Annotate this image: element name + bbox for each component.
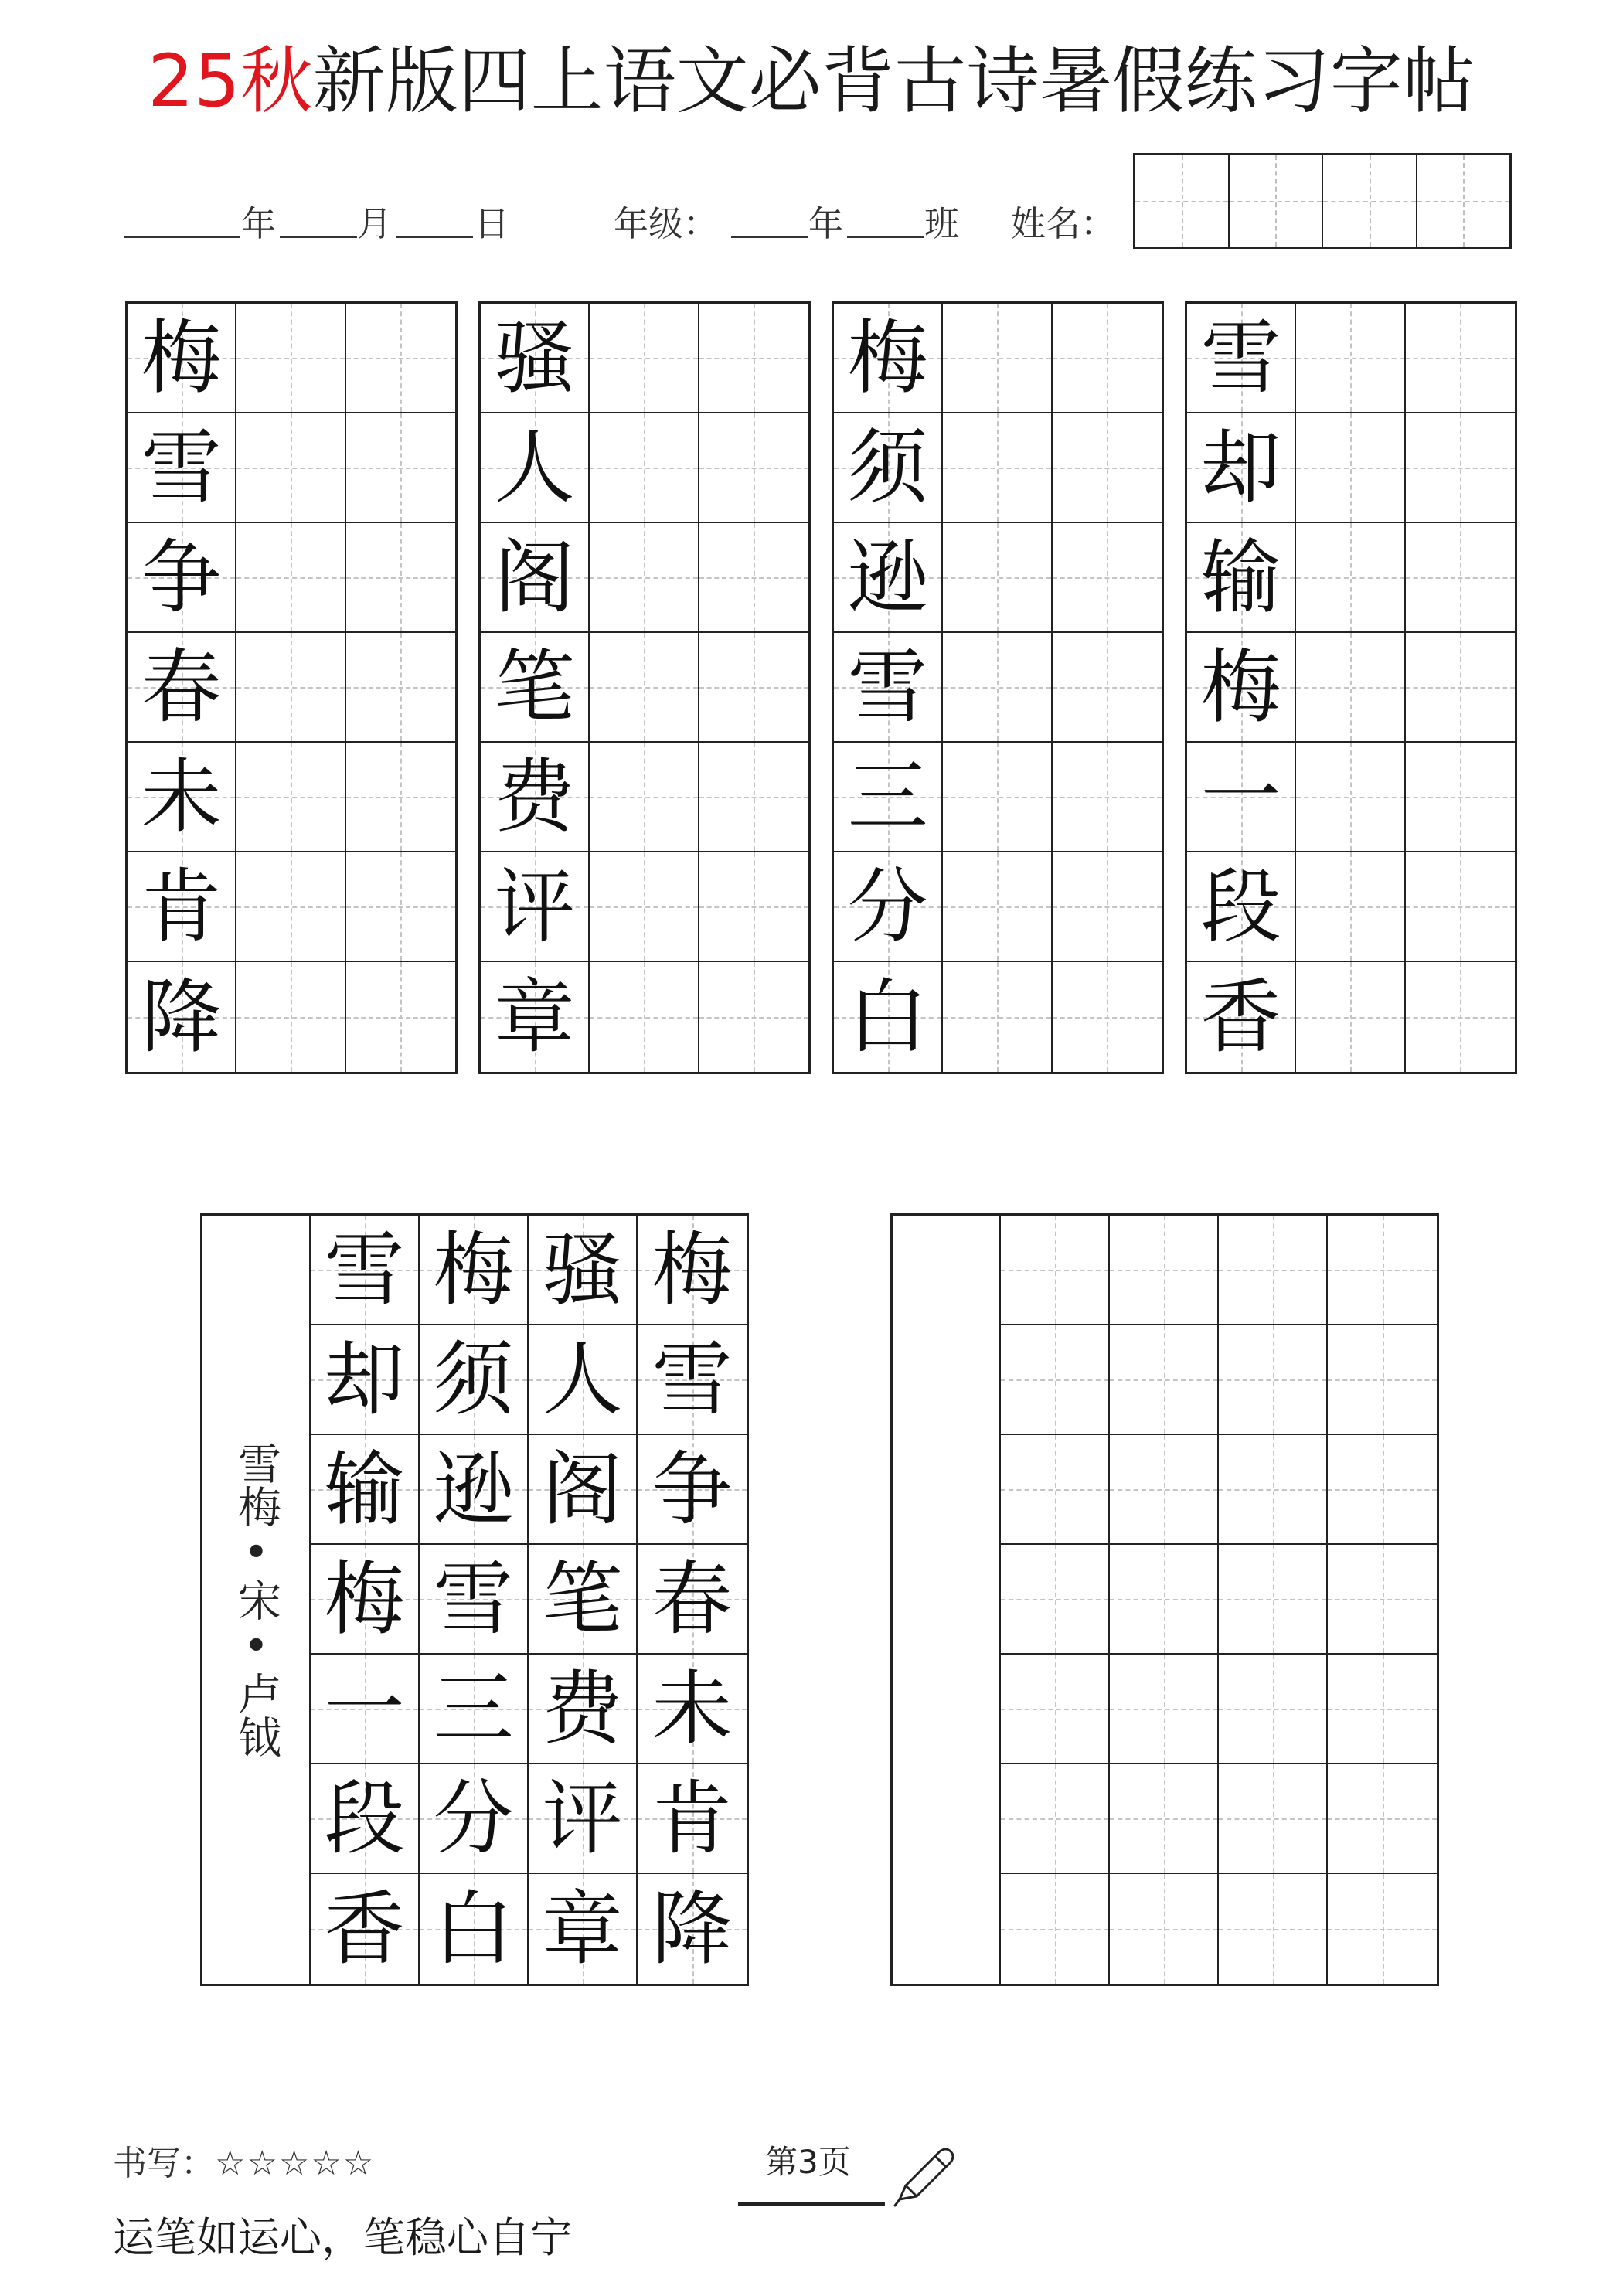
model-character-cell[interactable] <box>128 633 236 743</box>
model-character: 雪 <box>1200 311 1281 405</box>
pen-icon <box>889 2141 958 2210</box>
writing-cell[interactable] <box>236 743 345 852</box>
model-character-cell[interactable] <box>834 852 943 962</box>
model-character-cell[interactable] <box>481 852 590 962</box>
poem-character: 梅 <box>433 1223 514 1317</box>
day-label: 日 <box>475 203 510 244</box>
poem-character-cell <box>529 1655 638 1764</box>
blank-writing-cell[interactable] <box>1001 1874 1110 1984</box>
writing-cell[interactable] <box>943 852 1052 962</box>
writing-cell[interactable] <box>943 413 1052 523</box>
model-character: 春 <box>141 640 222 734</box>
poem-character: 段 <box>324 1771 405 1866</box>
year-label: 年 <box>241 203 277 244</box>
writing-cell[interactable] <box>943 633 1052 743</box>
poem-character-cell <box>311 1545 420 1655</box>
writing-rating <box>113 2141 375 2187</box>
model-character-cell[interactable] <box>834 633 943 743</box>
name-writing-box[interactable] <box>1133 153 1512 249</box>
grade-year-blank[interactable] <box>731 236 808 238</box>
poem-character-cell <box>638 1764 747 1874</box>
model-character-cell[interactable] <box>128 523 236 633</box>
practice-grid[interactable] <box>832 301 1164 1074</box>
poem-character-cell <box>638 1325 747 1435</box>
poem-character-cell <box>529 1216 638 1325</box>
poem-character: 费 <box>542 1662 623 1756</box>
model-character-cell[interactable] <box>834 304 943 413</box>
model-character: 雪 <box>847 640 928 734</box>
poem-character: 肯 <box>652 1771 733 1866</box>
writing-cell[interactable] <box>699 633 808 743</box>
poem-character: 评 <box>542 1771 623 1866</box>
day-blank[interactable] <box>396 236 473 238</box>
poem-character-cell <box>638 1874 747 1984</box>
class-label: 班 <box>924 203 960 244</box>
model-character: 一 <box>1200 750 1281 844</box>
writing-cell[interactable] <box>590 962 699 1072</box>
model-character: 逊 <box>847 530 928 624</box>
writing-cell[interactable] <box>346 633 455 743</box>
model-character-cell[interactable] <box>1187 962 1296 1072</box>
writing-cell[interactable] <box>1296 413 1405 523</box>
writing-cell[interactable] <box>699 523 808 633</box>
poem-character-cell <box>529 1874 638 1984</box>
writing-cell[interactable] <box>1406 962 1515 1072</box>
model-character-cell[interactable] <box>1187 743 1296 852</box>
blank-writing-cell[interactable] <box>1001 1545 1110 1655</box>
blank-writing-cell[interactable] <box>1328 1764 1437 1874</box>
writing-cell[interactable] <box>590 633 699 743</box>
rating-stars[interactable]: ☆☆☆☆☆ <box>215 2144 376 2183</box>
poem-character: 香 <box>324 1882 405 1976</box>
model-character: 雪 <box>141 420 222 515</box>
writing-cell[interactable] <box>1053 962 1162 1072</box>
poem-character: 一 <box>324 1662 405 1756</box>
writing-cell[interactable] <box>590 413 699 523</box>
writing-cell[interactable] <box>590 523 699 633</box>
writing-cell[interactable] <box>943 962 1052 1072</box>
model-character-cell[interactable] <box>1187 304 1296 413</box>
model-character: 梅 <box>141 311 222 405</box>
model-character-cell[interactable] <box>834 962 943 1072</box>
blank-grid[interactable] <box>1001 1216 1437 1984</box>
poem-character-cell <box>311 1325 420 1435</box>
poem-character-cell <box>311 1764 420 1874</box>
model-character: 香 <box>1200 970 1281 1064</box>
writing-cell[interactable] <box>1406 743 1515 852</box>
poem-character-cell <box>311 1874 420 1984</box>
writing-cell[interactable] <box>699 962 808 1072</box>
model-character: 章 <box>494 970 575 1064</box>
writing-cell[interactable] <box>346 413 455 523</box>
name-cell[interactable] <box>1135 155 1228 247</box>
blank-writing-cell[interactable] <box>1219 1435 1328 1545</box>
model-character: 争 <box>141 530 222 624</box>
poem-character-cell <box>529 1435 638 1545</box>
writing-cell[interactable] <box>236 633 345 743</box>
model-character: 须 <box>847 420 928 515</box>
writing-cell[interactable] <box>699 413 808 523</box>
model-character: 三 <box>847 750 928 844</box>
writing-cell[interactable] <box>1296 852 1405 962</box>
writing-cell[interactable] <box>346 523 455 633</box>
poem-character-cell <box>311 1435 420 1545</box>
model-character-cell[interactable] <box>1187 852 1296 962</box>
blank-writing-cell[interactable] <box>1219 1216 1328 1325</box>
poem-character: 人 <box>542 1332 623 1427</box>
poem-character-cell <box>311 1655 420 1764</box>
model-character: 降 <box>141 970 222 1064</box>
model-character-cell[interactable] <box>834 413 943 523</box>
model-character: 骚 <box>494 311 575 405</box>
writing-cell[interactable] <box>1406 852 1515 962</box>
model-character: 人 <box>494 420 575 515</box>
poem-side-text: 雪梅•宋•卢钺 <box>231 1441 281 1758</box>
model-character: 却 <box>1200 420 1281 515</box>
writing-cell[interactable] <box>1406 304 1515 413</box>
blank-practice-block[interactable] <box>890 1213 1439 1986</box>
blank-writing-cell[interactable] <box>1110 1325 1219 1435</box>
practice-grid[interactable] <box>478 301 811 1074</box>
blank-writing-cell[interactable] <box>1001 1325 1110 1435</box>
writing-cell[interactable] <box>699 304 808 413</box>
writing-cell[interactable] <box>1053 523 1162 633</box>
poem-character-cell <box>420 1655 529 1764</box>
writing-cell[interactable] <box>346 743 455 852</box>
model-character-cell[interactable] <box>1187 413 1296 523</box>
model-character: 白 <box>847 970 928 1064</box>
writing-cell[interactable] <box>590 743 699 852</box>
poem-character-cell <box>420 1874 529 1984</box>
model-character: 段 <box>1200 859 1281 954</box>
writing-cell[interactable] <box>943 304 1052 413</box>
poem-character: 却 <box>324 1332 405 1427</box>
name-cell[interactable] <box>1416 155 1510 247</box>
poem-character-cell <box>529 1545 638 1655</box>
writing-cell[interactable] <box>346 852 455 962</box>
grade-year-label: 年 <box>808 203 844 244</box>
year-blank[interactable] <box>124 236 240 238</box>
blank-writing-cell[interactable] <box>1328 1655 1437 1764</box>
model-character-cell[interactable] <box>1187 633 1296 743</box>
poem-character-cell <box>420 1764 529 1874</box>
poem-character: 白 <box>433 1882 514 1976</box>
model-character: 输 <box>1200 530 1281 624</box>
blank-writing-cell[interactable] <box>1110 1874 1219 1984</box>
writing-cell[interactable] <box>1053 852 1162 962</box>
blank-writing-cell[interactable] <box>1219 1764 1328 1874</box>
model-character: 未 <box>141 750 222 844</box>
model-character: 肯 <box>141 859 222 954</box>
blank-writing-cell[interactable] <box>1110 1435 1219 1545</box>
writing-cell[interactable] <box>346 962 455 1072</box>
grade-label: 年级： <box>614 203 719 244</box>
writing-cell[interactable] <box>1296 523 1405 633</box>
poem-character: 雪 <box>324 1223 405 1317</box>
writing-cell[interactable] <box>236 523 345 633</box>
writing-cell[interactable] <box>236 852 345 962</box>
poem-block <box>200 1213 749 1986</box>
model-character: 费 <box>494 750 575 844</box>
month-label: 月 <box>357 203 393 244</box>
poem-character-cell <box>638 1216 747 1325</box>
model-character-cell[interactable] <box>481 413 590 523</box>
name-label: 姓名： <box>1011 203 1116 244</box>
page-title <box>0 34 1623 130</box>
writing-cell[interactable] <box>1296 633 1405 743</box>
poem-character-cell <box>420 1435 529 1545</box>
practice-grid[interactable] <box>1185 301 1517 1074</box>
poem-character: 雪 <box>433 1552 514 1646</box>
writing-cell[interactable] <box>1406 633 1515 743</box>
poem-attribution <box>202 1216 311 1984</box>
title-accent: 25秋 <box>148 39 313 124</box>
writing-cell[interactable] <box>236 304 345 413</box>
motto: 运笔如运心，笔稳心自宁 <box>113 2213 572 2262</box>
writing-cell[interactable] <box>1296 962 1405 1072</box>
model-character-cell[interactable] <box>481 633 590 743</box>
model-character-cell[interactable] <box>128 743 236 852</box>
model-character: 阁 <box>494 530 575 624</box>
title-main: 新版四上语文必背古诗暑假练习字帖 <box>312 39 1475 124</box>
model-character-cell[interactable] <box>128 304 236 413</box>
poem-character-cell <box>638 1655 747 1764</box>
model-character: 笔 <box>494 640 575 734</box>
blank-writing-cell[interactable] <box>1219 1655 1328 1764</box>
writing-cell[interactable] <box>236 413 345 523</box>
poem-character: 梅 <box>324 1552 405 1646</box>
poem-character: 须 <box>433 1332 514 1427</box>
writing-cell[interactable] <box>699 743 808 852</box>
poem-character: 降 <box>652 1882 733 1976</box>
blank-writing-cell[interactable] <box>1328 1874 1437 1984</box>
blank-writing-cell[interactable] <box>1110 1545 1219 1655</box>
blank-writing-cell[interactable] <box>1001 1764 1110 1874</box>
blank-writing-cell[interactable] <box>1328 1435 1437 1545</box>
writing-cell[interactable] <box>943 523 1052 633</box>
writing-cell[interactable] <box>1406 523 1515 633</box>
practice-grid[interactable] <box>125 301 458 1074</box>
model-character: 梅 <box>1200 640 1281 734</box>
writing-cell[interactable] <box>236 962 345 1072</box>
blank-writing-cell[interactable] <box>1001 1435 1110 1545</box>
writing-cell[interactable] <box>699 852 808 962</box>
model-character: 评 <box>494 859 575 954</box>
blank-writing-cell[interactable] <box>1219 1545 1328 1655</box>
blank-writing-cell[interactable] <box>1219 1325 1328 1435</box>
model-character-cell[interactable] <box>834 743 943 852</box>
blank-writing-cell[interactable] <box>1110 1655 1219 1764</box>
blank-writing-cell[interactable] <box>1110 1764 1219 1874</box>
poem-character-cell <box>420 1545 529 1655</box>
writing-cell[interactable] <box>1053 413 1162 523</box>
poem-character: 争 <box>652 1442 733 1536</box>
name-cell[interactable] <box>1322 155 1416 247</box>
poem-character: 三 <box>433 1662 514 1756</box>
poem-character: 春 <box>652 1552 733 1646</box>
page-number: 第3页 <box>765 2143 851 2181</box>
poem-character-cell <box>420 1216 529 1325</box>
writing-cell[interactable] <box>346 304 455 413</box>
model-character: 梅 <box>847 311 928 405</box>
poem-character-cell <box>529 1764 638 1874</box>
rating-label: 书写： <box>113 2144 215 2183</box>
model-character-cell[interactable] <box>481 743 590 852</box>
blank-writing-cell[interactable] <box>1219 1874 1328 1984</box>
writing-cell[interactable] <box>590 304 699 413</box>
page-underline <box>738 2202 885 2206</box>
class-blank[interactable] <box>847 236 924 238</box>
writing-cell[interactable] <box>1053 743 1162 852</box>
writing-cell[interactable] <box>1296 743 1405 852</box>
poem-character-cell <box>529 1325 638 1435</box>
poem-character: 分 <box>433 1771 514 1866</box>
writing-cell[interactable] <box>943 743 1052 852</box>
model-character-cell[interactable] <box>128 962 236 1072</box>
poem-character: 笔 <box>542 1552 623 1646</box>
model-character-cell[interactable] <box>481 523 590 633</box>
blank-writing-cell[interactable] <box>1328 1325 1437 1435</box>
blank-writing-cell[interactable] <box>1001 1216 1110 1325</box>
poem-character-cell <box>638 1435 747 1545</box>
poem-character: 雪 <box>652 1332 733 1427</box>
writing-cell[interactable] <box>1053 304 1162 413</box>
poem-character: 逊 <box>433 1442 514 1536</box>
model-character-cell[interactable] <box>1187 523 1296 633</box>
poem-character: 输 <box>324 1442 405 1536</box>
writing-cell[interactable] <box>1053 633 1162 743</box>
blank-side-column[interactable] <box>893 1216 1001 1984</box>
model-character-cell[interactable] <box>128 413 236 523</box>
blank-writing-cell[interactable] <box>1001 1655 1110 1764</box>
poem-character-cell <box>311 1216 420 1325</box>
writing-cell[interactable] <box>1406 413 1515 523</box>
poem-character-cell <box>420 1325 529 1435</box>
model-character-cell[interactable] <box>128 852 236 962</box>
writing-cell[interactable] <box>1296 304 1405 413</box>
model-character-cell[interactable] <box>481 962 590 1072</box>
poem-character: 梅 <box>652 1223 733 1317</box>
poem-character: 骚 <box>542 1223 623 1317</box>
blank-writing-cell[interactable] <box>1328 1545 1437 1655</box>
model-character: 分 <box>847 859 928 954</box>
name-cell[interactable] <box>1228 155 1322 247</box>
poem-character: 章 <box>542 1882 623 1976</box>
poem-grid <box>311 1216 747 1984</box>
blank-writing-cell[interactable] <box>1328 1216 1437 1325</box>
model-character-cell[interactable] <box>481 304 590 413</box>
poem-character-cell <box>638 1545 747 1655</box>
poem-character: 未 <box>652 1662 733 1756</box>
poem-character: 阁 <box>542 1442 623 1536</box>
month-blank[interactable] <box>280 236 357 238</box>
model-character-cell[interactable] <box>834 523 943 633</box>
writing-cell[interactable] <box>590 852 699 962</box>
blank-writing-cell[interactable] <box>1110 1216 1219 1325</box>
